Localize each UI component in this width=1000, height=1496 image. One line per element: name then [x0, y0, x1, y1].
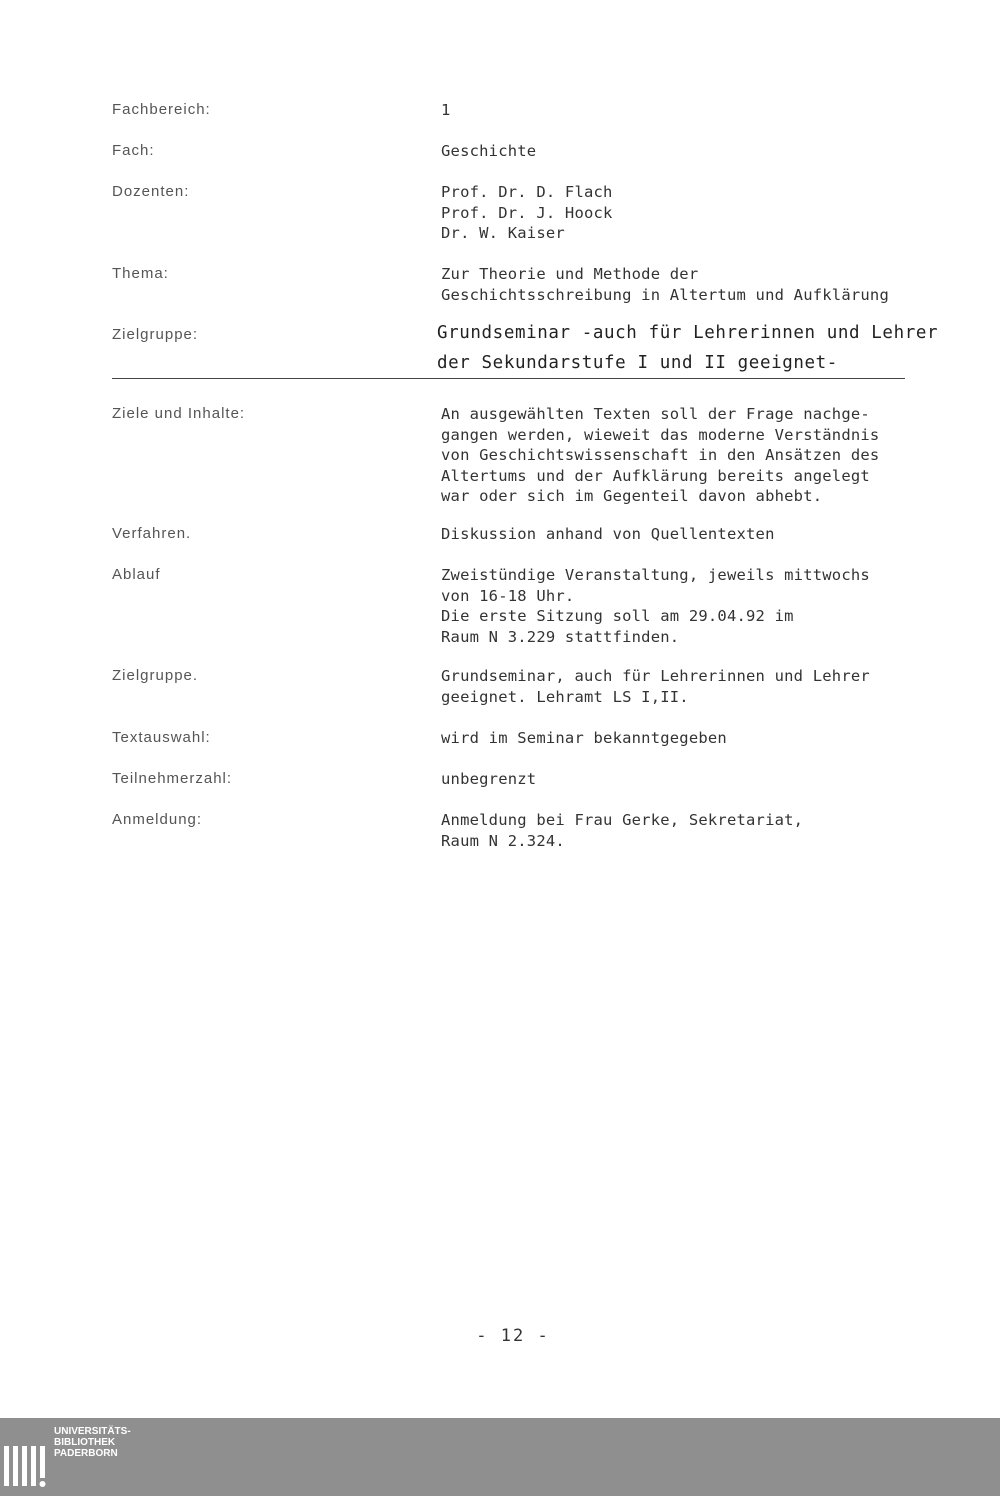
value-line: Raum N 2.324. — [441, 831, 565, 850]
value-line: von Geschichtswissenschaft in den Ansätzen des — [441, 446, 880, 464]
value-line: geeignet. Lehramt LS I,II. — [441, 687, 689, 706]
value-line: wird im Seminar bekanntgegeben — [441, 729, 727, 747]
field-label: Dozenten: — [112, 183, 190, 200]
field-label: Ablauf — [112, 566, 161, 583]
value-line: Zur Theorie und Methode der — [441, 265, 699, 283]
library-logo-icon — [2, 1424, 48, 1490]
value-line: An ausgewählten Texten soll der Frage nachge- — [441, 405, 870, 423]
value-line: Geschichte — [441, 142, 537, 160]
value-line: Anmeldung bei Frau Gerke, Sekretariat, — [441, 811, 804, 829]
field-value — [441, 264, 889, 305]
value-line: Altertums und der Aufklärung bereits angelegt — [441, 466, 870, 485]
field-value — [441, 666, 870, 707]
field-label: Zielgruppe: — [112, 326, 199, 343]
value-line: Geschichtsschreibung in Altertum und Aufklärung — [441, 285, 889, 304]
field-value — [441, 524, 775, 545]
value-line: Grundseminar, auch für Lehrerinnen und Lehrer — [441, 667, 870, 685]
field-value — [441, 404, 879, 507]
field-label: Textauswahl: — [112, 729, 211, 746]
page-number: - 12 - — [476, 1326, 550, 1346]
value-line: Grundseminar -auch für Lehrerinnen und Lehrer — [437, 323, 939, 343]
value-line: der Sekundarstufe I und II geeignet- — [437, 353, 838, 373]
field-label: Thema: — [112, 265, 169, 282]
field-value — [441, 769, 536, 790]
value-line: Dr. W. Kaiser — [441, 224, 565, 242]
value-line: unbegrenzt — [441, 770, 537, 788]
section-divider — [112, 378, 905, 379]
logo-line: BIBLIOTHEK — [54, 1437, 116, 1448]
field-value — [441, 728, 727, 749]
value-line: 1 — [441, 101, 451, 119]
field-value — [441, 565, 870, 647]
field-label: Zielgruppe. — [112, 667, 199, 684]
field-value — [437, 318, 938, 378]
field-label: Ziele und Inhalte: — [112, 405, 246, 422]
logo-line: PADERBORN — [54, 1448, 118, 1459]
field-value — [441, 100, 451, 121]
field-label: Fach: — [112, 142, 155, 159]
value-line: Raum N 3.229 stattfinden. — [441, 627, 680, 646]
field-label: Verfahren. — [112, 525, 192, 542]
field-value — [441, 182, 613, 244]
value-line: gangen werden, wieweit das moderne Verständnis — [441, 425, 880, 444]
field-value — [441, 810, 803, 851]
value-line: Prof. Dr. J. Hoock — [441, 203, 613, 222]
value-line: Prof. Dr. D. Flach — [441, 183, 613, 201]
field-label: Fachbereich: — [112, 101, 211, 118]
value-line: war oder sich im Gegenteil davon abhebt. — [441, 487, 823, 505]
field-label: Teilnehmerzahl: — [112, 770, 233, 787]
logo-line: UNIVERSITÄTS- — [54, 1426, 131, 1437]
value-line: Zweistündige Veranstaltung, jeweils mittwochs — [441, 566, 870, 584]
library-footer — [0, 1418, 1000, 1496]
value-line: Die erste Sitzung soll am 29.04.92 im — [441, 607, 794, 625]
library-logo-text — [54, 1426, 131, 1459]
value-line: Diskussion anhand von Quellentexten — [441, 525, 775, 543]
field-label: Anmeldung: — [112, 811, 203, 828]
field-value — [441, 141, 536, 162]
value-line: von 16-18 Uhr. — [441, 586, 575, 605]
